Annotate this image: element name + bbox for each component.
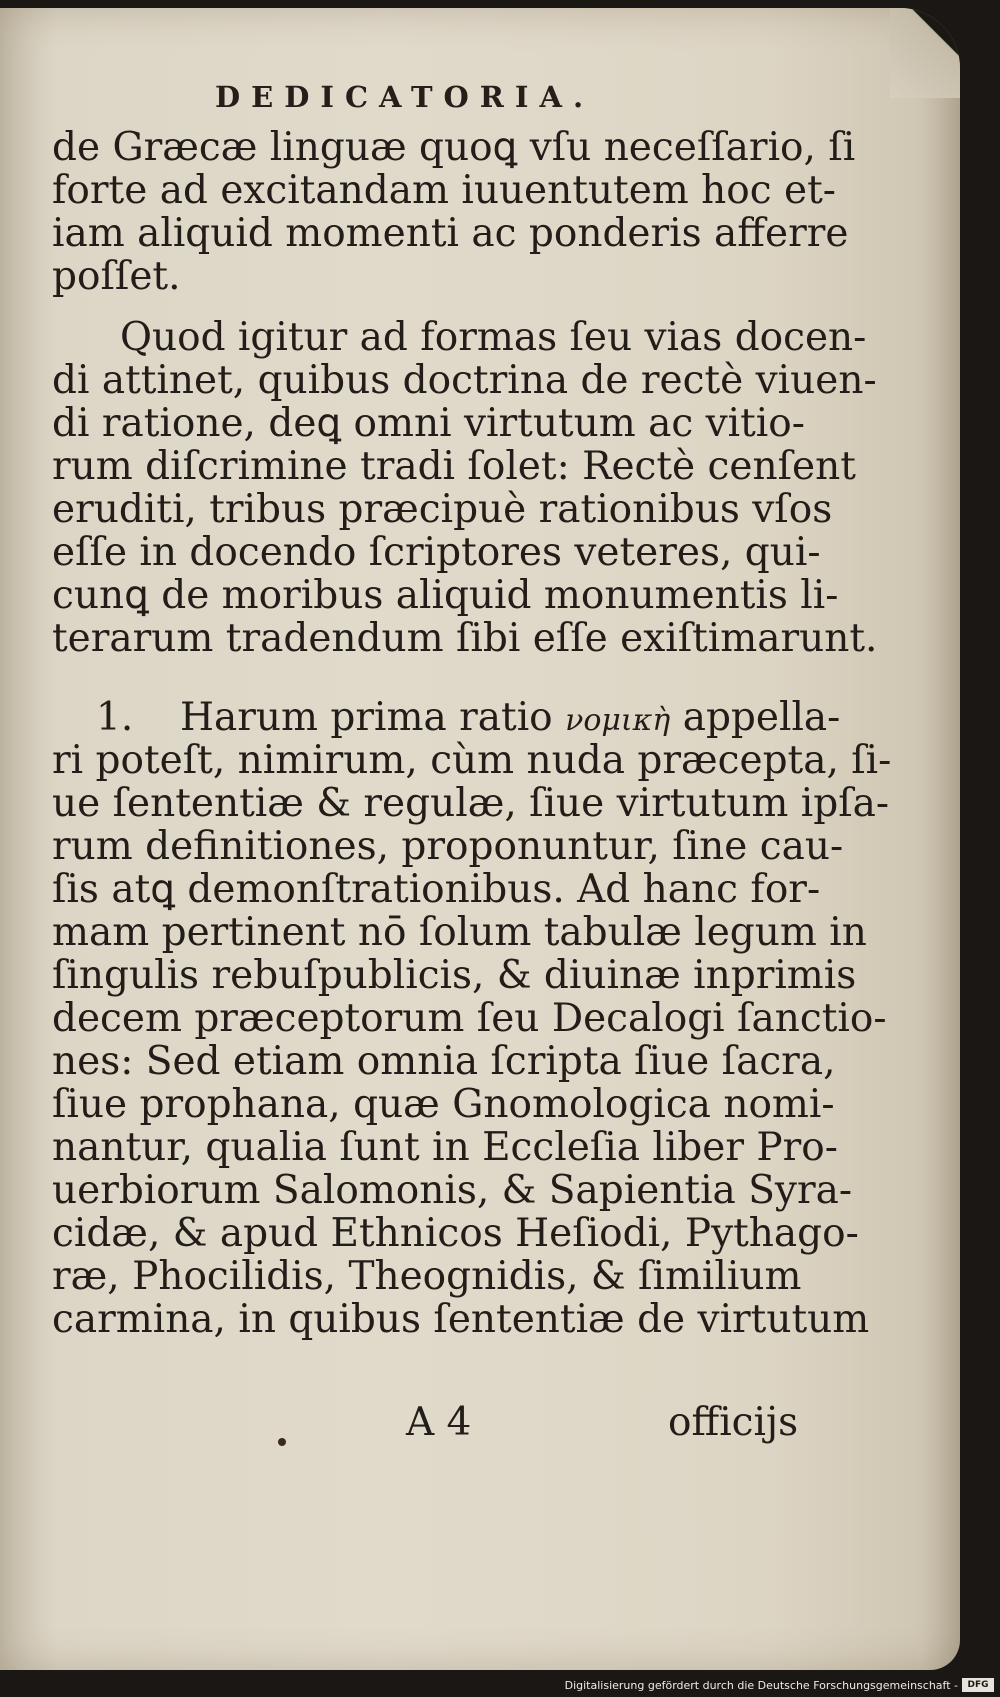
- text-line: di attinet, quibus doctrina de rectè viuen-: [52, 358, 877, 403]
- text-line: mam pertinent nō ſolum tabulæ legum in: [52, 910, 867, 955]
- catchword: officijs: [668, 1400, 799, 1445]
- text-line: terarum tradendum ſibi eſſe exiſtimarunt.: [52, 616, 878, 661]
- text-line: ſis atꝗ demonſtrationibus. Ad hanc for-: [52, 867, 821, 912]
- text-line: decem præceptorum ſeu Decalogi ſanctio-: [52, 996, 887, 1041]
- book-page: [0, 8, 960, 1670]
- text-line: eruditi, tribus præcipuè rationibus vſos: [52, 487, 833, 532]
- text-line: carmina, in quibus ſententiæ de virtutum: [52, 1297, 870, 1342]
- text-line: ſingulis rebuſpublicis, & diuinæ inprimis: [52, 953, 857, 998]
- text-line: iam aliquid momenti ac ponderis afferre: [52, 211, 849, 256]
- text-line: ri poteſt, nimirum, cùm nuda præcepta, ſi-: [52, 738, 892, 783]
- ink-spot: [278, 1438, 286, 1446]
- first-line-start: Harum prima ratio: [180, 695, 553, 740]
- text-line: nantur, qualia ſunt in Eccleſia liber Pro-: [52, 1125, 838, 1170]
- text-line: forte ad excitandam iuuentutem hoc et-: [52, 168, 836, 213]
- dfg-logo-icon: DFG: [962, 1678, 994, 1692]
- text-line: eſſe in docendo ſcriptores veteres, qui-: [52, 530, 821, 575]
- credit-bar: [0, 1670, 1000, 1697]
- body-text: [52, 125, 892, 1342]
- text-line: de Græcæ linguæ quoꝗ vſu neceſſario, ſi: [52, 125, 856, 170]
- first-line-end: appella-: [682, 695, 841, 740]
- numbered-first-line: [52, 695, 841, 740]
- page-footer: [0, 1400, 960, 1450]
- text-line: ſiue prophana, quæ Gnomologica nomi-: [52, 1082, 835, 1127]
- text-line: Quod igitur ad formas ſeu vias docen-: [120, 315, 867, 360]
- text-line: cunꝗ de moribus aliquid monumentis li-: [52, 573, 839, 618]
- text-line: poſſet.: [52, 254, 181, 299]
- text-line: rum definitiones, proponuntur, ſine cau-: [52, 824, 844, 869]
- text-line: ræ, Phocilidis, Theognidis, & ſimilium: [52, 1254, 802, 1299]
- paragraph-3: [52, 695, 892, 1342]
- text-line: uerbiorum Salomonis, & Sapientia Syra-: [52, 1168, 853, 1213]
- text-line: cidæ, & apud Ethnicos Heſiodi, Pythago-: [52, 1211, 859, 1256]
- paragraph-number: 1.: [96, 695, 134, 740]
- paragraph-1: [52, 125, 856, 299]
- text-line: nes: Sed etiam omnia ſcripta ſiue ſacra,: [52, 1039, 836, 1084]
- paragraph-2: [52, 315, 878, 661]
- greek-word: νομικὴ: [565, 703, 671, 738]
- text-line: rum diſcrimine tradi ſolet: Rectè cenſent: [52, 444, 856, 489]
- signature-mark: A 4: [406, 1400, 472, 1445]
- credit-text: Digitalisierung gefördert durch die Deutsche Forschungsgemeinschaft -: [564, 1679, 958, 1692]
- text-line: di ratione, deꝗ omni virtutum ac vitio-: [52, 401, 805, 446]
- running-head: DEDICATORIA.: [215, 80, 595, 114]
- text-line: ue ſententiæ & regulæ, ſiue virtutum ipſa-: [52, 781, 890, 826]
